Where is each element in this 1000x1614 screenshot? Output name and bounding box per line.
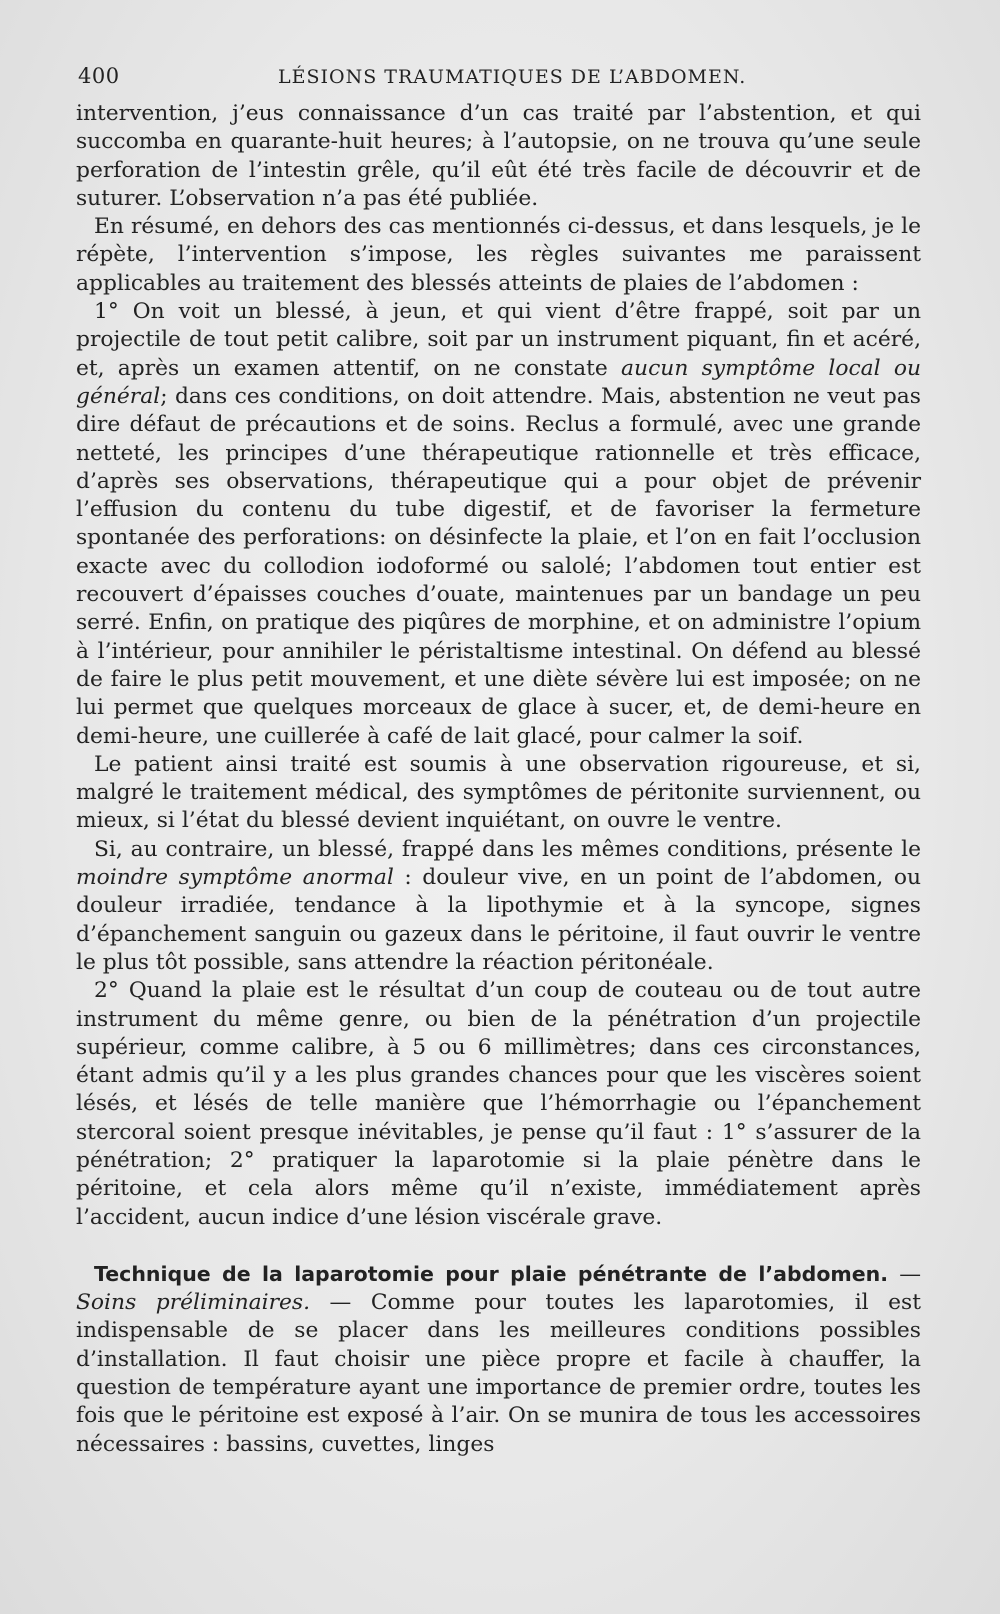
paragraph-rule-1 xyxy=(76,298,921,751)
running-title: LÉSIONS TRAUMATIQUES DE L’ABDOMEN. xyxy=(278,66,747,88)
paragraph-text: — Comme pour toutes les laparotomies, il est indispensable de se placer dans les meilleures conditions possibles d’installation. Il faut choisir une pièce propre et facile à chauffer, la question de température ayant une importance de premier ordre, toutes les fois que le péritoine est exposé à l’air. On se munira de tous les accessoires nécessaires : bassins, cuvettes, linges xyxy=(76,1290,921,1457)
paragraph-observation xyxy=(76,751,921,836)
paragraph-text: 2° Quand la plaie est le résultat d’un coup de couteau ou de tout autre instrument du même genre, ou bien de la pénétration d’un projectile supérieur, comme calibre, à 5 ou 6 millimètres; dans ces circonstances, étant admis qu’il y a les plus grandes chances pour que les viscères soient lésés, et lésés de telle manière que l’hémorrhagie ou l’épanchement stercoral soient presque inévitables, je pense qu’il faut : 1° s’assurer de la pénétration; 2° pratiquer la laparotomie si la plaie pénètre dans le péritoine, et cela alors même qu’il n’existe, immédiatement après l’accident, aucun indice d’une lésion viscérale grave. xyxy=(76,978,921,1230)
paragraph-text: : douleur vive, en un point de l’abdomen, ou douleur irradiée, tendance à la lipothymie et à la syncope, signes d’épanchement sanguin ou gazeux dans le péritoine, il faut ouvrir le ventre le plus tôt possible, sans attendre la réaction péritonéale. xyxy=(76,865,921,975)
paragraph-text: intervention, j’eus connaissance d’un cas traité par l’abstention, et qui succomba en quarante-huit heures; à l’autopsie, on ne trouva qu’une seule perforation de l’intestin grêle, qu’il eût été très facile de découvrir et de suturer. L’observation n’a pas été publiée. xyxy=(76,101,921,211)
italic-phrase: moindre symptôme anormal xyxy=(76,865,394,891)
italic-subheading: Soins préliminaires. xyxy=(76,1290,311,1316)
paragraph-continuation xyxy=(76,100,921,213)
paragraph-rule-2 xyxy=(76,977,921,1232)
page-header xyxy=(78,62,918,92)
paragraph-text: 1° On voit un blessé, à jeun, et qui vient d’être frappé, soit par un projectile de tout petit calibre, soit par un instrument piquant, fin et acéré, et, après un examen attentif, on ne constate xyxy=(76,299,921,381)
dash-separator: — xyxy=(888,1261,921,1287)
paragraph-text: Le patient ainsi traité est soumis à une observation rigoureuse, et si, malgré le traitement médical, des symptômes de péritonite surviennent, ou mieux, si l’état du blessé devient inquiétant, on ouvre le ventre. xyxy=(76,751,921,834)
paragraph-technique xyxy=(76,1260,921,1459)
paragraph-text: En résumé, en dehors des cas mentionnés ci-dessus, et dans lesquels, je le répète, l’intervention s’impose, les règles suivantes me paraissent applicables au traitement des blessés atteints de plaies de l’abdomen : xyxy=(76,214,921,296)
paragraph-text: ; dans ces conditions, on doit attendre. Mais, abstention ne veut pas dire défaut de précautions et de soins. Reclus a formulé, avec une grande netteté, les principes d’une thérapeutique rationnelle et très efficace, d’après ses observations, thérapeutique qui a pour objet de prévenir l’effusion du contenu du tube digestif, et de favoriser la fermeture spontanée des perforations: on désinfecte la plaie, et l’on en fait l’occlusion exacte avec du collodion iodoformé ou salolé; l’abdomen tout entier est recouvert d’épaisses couches d’ouate, maintenues par un bandage un peu serré. Enfin, on pratique des piqûres de morphine, et on administre l’opium à l’intérieur, pour annihiler le péristaltisme intestinal. On défend au blessé de faire le plus petit mouvement, et une diète sévère lui est imposée; on ne lui permet que quelques morceaux de glace à sucer, et, de demi-heure en demi-heure, une cuillerée à café de lait glacé, pour calmer la soif. xyxy=(76,383,921,749)
paragraph-text: Si, au contraire, un blessé, frappé dans les mêmes conditions, présente le xyxy=(94,836,921,862)
paragraph-abnormal-symptom xyxy=(76,836,921,977)
italic-phrase: aucun symptôme local ou général xyxy=(76,355,921,409)
paragraph-summary xyxy=(76,213,921,298)
page-number: 400 xyxy=(78,64,120,88)
section-heading: Technique de la laparotomie pour plaie pénétrante de l’abdomen. xyxy=(94,1261,889,1286)
body-text xyxy=(76,100,921,1459)
